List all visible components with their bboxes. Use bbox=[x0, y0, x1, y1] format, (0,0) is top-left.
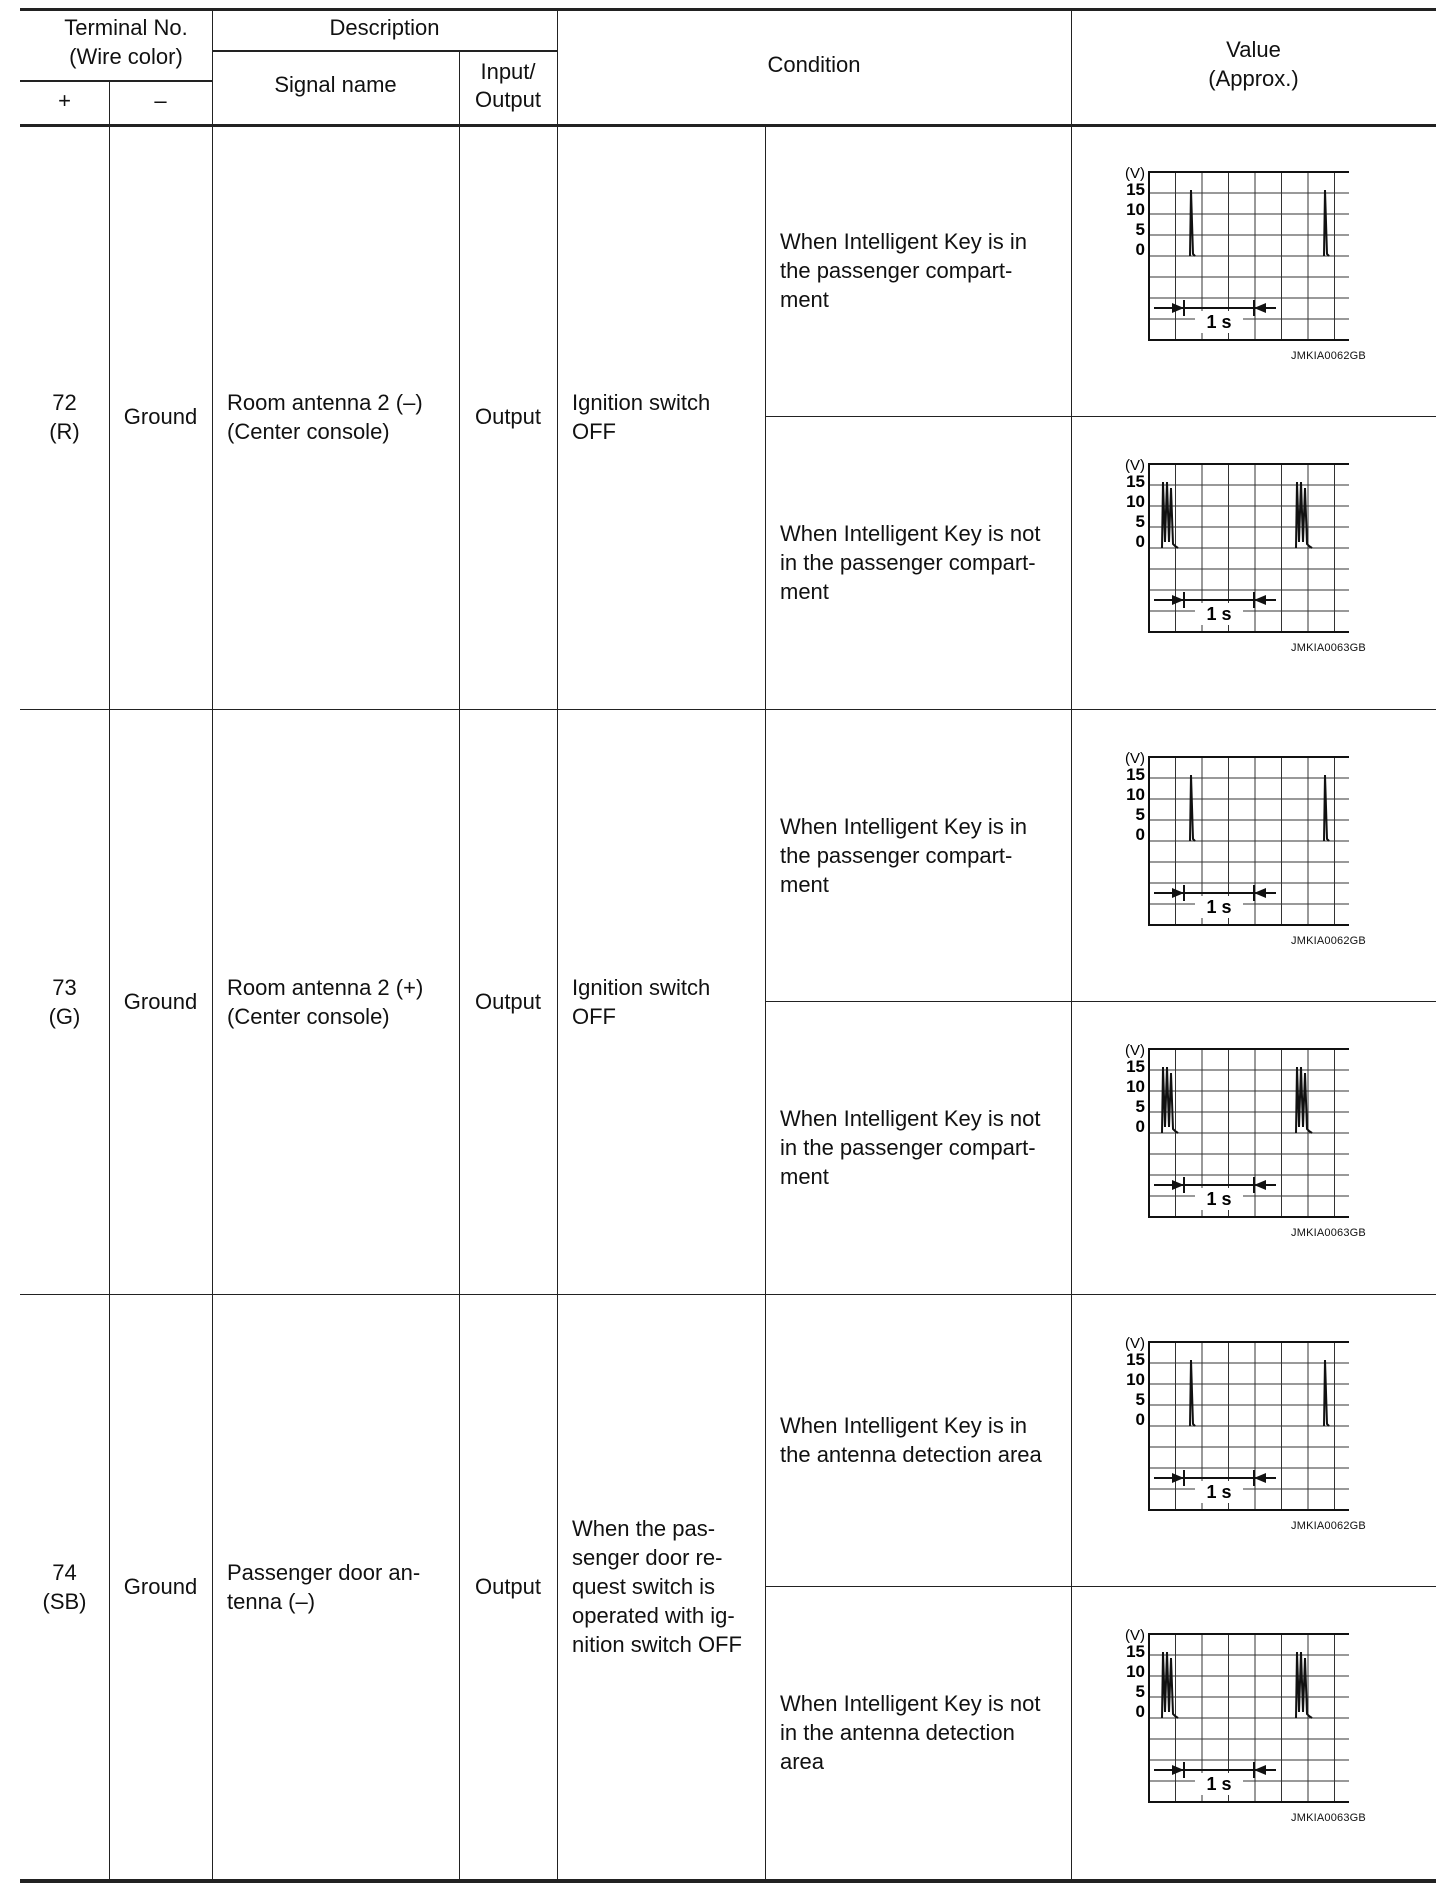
sub-row-rule bbox=[765, 1001, 1436, 1002]
condition-detail-line: area bbox=[780, 1748, 825, 1774]
header-vline bbox=[557, 8, 558, 124]
row-rule bbox=[20, 709, 1436, 710]
ground-terminal-line: Ground bbox=[123, 404, 198, 429]
header-output: Output bbox=[474, 87, 542, 112]
condition-detail bbox=[780, 227, 1065, 314]
header-description: Description bbox=[329, 15, 440, 40]
header-value: Value bbox=[1226, 37, 1281, 62]
waveform-pulse bbox=[1296, 482, 1312, 548]
condition-main bbox=[572, 973, 762, 1031]
row-rule bbox=[20, 1294, 1436, 1295]
axis-tick-label: 0 bbox=[1135, 1410, 1145, 1429]
header-terminal-no: Terminal No. bbox=[64, 15, 188, 40]
terminal-number bbox=[20, 973, 109, 1031]
table-top-rule bbox=[20, 8, 1436, 11]
header-plus: + bbox=[58, 88, 71, 113]
axis-tick-label: 5 bbox=[1135, 1097, 1145, 1116]
axis-tick-label: 5 bbox=[1135, 220, 1145, 239]
condition-detail-line: When Intelligent Key is not bbox=[780, 520, 1041, 546]
condition-detail bbox=[780, 519, 1065, 606]
axis-tick-label: 15 bbox=[1126, 765, 1145, 784]
ground-terminal-line: Ground bbox=[123, 1574, 198, 1599]
header-approx: (Approx.) bbox=[1208, 66, 1299, 91]
ground-terminal bbox=[109, 987, 212, 1016]
axis-tick-label: 10 bbox=[1126, 1077, 1145, 1096]
signal-name bbox=[227, 388, 457, 446]
io-type bbox=[459, 402, 557, 431]
terminal-number bbox=[20, 1558, 109, 1616]
waveform-pulse bbox=[1190, 775, 1195, 841]
time-arrow bbox=[1172, 1180, 1184, 1190]
time-arrow bbox=[1172, 1473, 1184, 1483]
waveform-graph bbox=[1109, 749, 1349, 949]
figure-code: JMKIA0063GB bbox=[1291, 1227, 1366, 1239]
condition-detail-line: ment bbox=[780, 578, 829, 604]
waveform-graph bbox=[1109, 1041, 1349, 1241]
figure-code: JMKIA0062GB bbox=[1291, 935, 1366, 947]
time-scale-label: 1 s bbox=[1206, 897, 1232, 917]
header-signal-name: Signal name bbox=[274, 72, 397, 97]
condition-detail-line: When Intelligent Key is not bbox=[780, 1690, 1041, 1716]
axis-tick-label: 10 bbox=[1126, 200, 1145, 219]
header-desc-rule bbox=[212, 50, 557, 52]
terminal-number-line: (R) bbox=[49, 418, 80, 444]
figure-code: JMKIA0062GB bbox=[1291, 350, 1366, 362]
terminal-number bbox=[20, 388, 109, 446]
table-bottom-rule bbox=[20, 1879, 1436, 1883]
axis-tick-label: 10 bbox=[1126, 492, 1145, 511]
condition-detail-line: ment bbox=[780, 1163, 829, 1189]
time-arrow bbox=[1254, 595, 1266, 605]
axis-unit-label: (V) bbox=[1125, 750, 1145, 767]
io-type bbox=[459, 987, 557, 1016]
time-arrow bbox=[1254, 1765, 1266, 1775]
header-vline bbox=[212, 8, 213, 124]
signal-name-line: Room antenna 2 (+) bbox=[227, 974, 424, 1000]
axis-tick-label: 5 bbox=[1135, 512, 1145, 531]
header-vline bbox=[109, 80, 110, 124]
condition-detail-line: in the antenna detection bbox=[780, 1719, 1015, 1745]
waveform-pulse bbox=[1190, 190, 1195, 256]
condition-main-line: Ignition switch bbox=[572, 974, 711, 1000]
condition-detail-line: the passenger compart- bbox=[780, 257, 1013, 283]
time-arrow bbox=[1254, 1473, 1266, 1483]
waveform-graph bbox=[1109, 164, 1349, 364]
condition-detail-line: When Intelligent Key is in bbox=[780, 813, 1028, 839]
time-arrow bbox=[1172, 888, 1184, 898]
ground-terminal bbox=[109, 1572, 212, 1601]
waveform-pulse bbox=[1296, 1652, 1312, 1718]
terminal-number-line: 74 bbox=[52, 1559, 77, 1585]
condition-main bbox=[572, 1514, 762, 1659]
time-scale-label: 1 s bbox=[1206, 1189, 1232, 1209]
io-type-line: Output bbox=[474, 1574, 542, 1599]
io-type-line: Output bbox=[474, 404, 542, 429]
header-condition: Condition bbox=[767, 52, 861, 77]
time-arrow bbox=[1254, 1180, 1266, 1190]
header-terminal-rule bbox=[20, 80, 212, 82]
header-wire-color: (Wire color) bbox=[69, 44, 183, 69]
header-vline bbox=[459, 50, 460, 124]
signal-name bbox=[227, 973, 457, 1031]
axis-tick-label: 5 bbox=[1135, 1682, 1145, 1701]
condition-main-line: Ignition switch bbox=[572, 389, 711, 415]
condition-detail-line: in the passenger compart- bbox=[780, 1134, 1036, 1160]
axis-tick-label: 0 bbox=[1135, 825, 1145, 844]
waveform-pulse bbox=[1324, 190, 1329, 256]
axis-tick-label: 0 bbox=[1135, 1117, 1145, 1136]
sub-row-rule bbox=[765, 1586, 1436, 1587]
axis-tick-label: 0 bbox=[1135, 532, 1145, 551]
condition-detail-line: the antenna detection area bbox=[780, 1442, 1042, 1467]
axis-tick-label: 10 bbox=[1126, 1662, 1145, 1681]
waveform-graph bbox=[1109, 456, 1349, 656]
waveform-pulse bbox=[1324, 775, 1329, 841]
time-arrow bbox=[1172, 1765, 1184, 1775]
time-arrow bbox=[1172, 595, 1184, 605]
axis-tick-label: 10 bbox=[1126, 785, 1145, 804]
condition-detail bbox=[780, 1104, 1065, 1191]
condition-main-line: quest switch is bbox=[572, 1574, 716, 1599]
figure-code: JMKIA0062GB bbox=[1291, 1520, 1366, 1532]
time-scale-label: 1 s bbox=[1206, 312, 1232, 332]
axis-tick-label: 15 bbox=[1126, 472, 1145, 491]
signal-name-line: (Center console) bbox=[227, 1003, 390, 1029]
condition-detail-line: ment bbox=[780, 286, 829, 312]
ground-terminal-line: Ground bbox=[123, 989, 198, 1014]
header-vline bbox=[1071, 8, 1072, 124]
sub-row-rule bbox=[765, 416, 1436, 417]
time-scale-label: 1 s bbox=[1206, 1482, 1232, 1502]
condition-detail-line: When Intelligent Key is in bbox=[780, 228, 1028, 254]
io-type-line: Output bbox=[474, 989, 542, 1014]
signal-name-line: Passenger door an- bbox=[227, 1559, 421, 1585]
condition-detail-line: When Intelligent Key is not bbox=[780, 1105, 1041, 1131]
condition-detail bbox=[780, 1689, 1065, 1776]
axis-unit-label: (V) bbox=[1125, 1627, 1145, 1644]
axis-tick-label: 15 bbox=[1126, 1350, 1145, 1369]
condition-detail bbox=[780, 812, 1065, 899]
axis-tick-label: 10 bbox=[1126, 1370, 1145, 1389]
condition-detail-line: When Intelligent Key is in bbox=[780, 1413, 1028, 1438]
header-input: Input/ bbox=[480, 59, 536, 84]
condition-main-line: OFF bbox=[572, 418, 616, 444]
time-scale-label: 1 s bbox=[1206, 1774, 1232, 1794]
condition-detail-line: in the passenger compart- bbox=[780, 549, 1036, 575]
axis-tick-label: 5 bbox=[1135, 805, 1145, 824]
axis-unit-label: (V) bbox=[1125, 165, 1145, 182]
waveform-pulse bbox=[1190, 1360, 1195, 1426]
waveform-pulse bbox=[1324, 1360, 1329, 1426]
condition-detail-line: ment bbox=[780, 871, 829, 897]
axis-unit-label: (V) bbox=[1125, 1042, 1145, 1059]
figure-code: JMKIA0063GB bbox=[1291, 642, 1366, 654]
axis-tick-label: 5 bbox=[1135, 1390, 1145, 1409]
axis-tick-label: 15 bbox=[1126, 180, 1145, 199]
condition-main-line: senger door re- bbox=[572, 1545, 723, 1570]
header-minus: – bbox=[154, 88, 167, 113]
axis-tick-label: 0 bbox=[1135, 240, 1145, 259]
condition-main-line: nition switch OFF bbox=[572, 1632, 742, 1657]
condition-detail bbox=[780, 1411, 1065, 1469]
axis-unit-label: (V) bbox=[1125, 457, 1145, 474]
header-bottom-rule bbox=[20, 124, 1436, 127]
time-arrow bbox=[1172, 303, 1184, 313]
terminal-number-line: (SB) bbox=[42, 1588, 87, 1614]
condition-main-line: operated with ig- bbox=[572, 1603, 735, 1628]
condition-main bbox=[572, 388, 762, 446]
io-type bbox=[459, 1572, 557, 1601]
body-vline bbox=[212, 124, 213, 1879]
axis-tick-label: 15 bbox=[1126, 1642, 1145, 1661]
body-vline bbox=[557, 124, 558, 1879]
terminal-number-line: 73 bbox=[52, 974, 77, 1000]
axis-tick-label: 15 bbox=[1126, 1057, 1145, 1076]
figure-code: JMKIA0063GB bbox=[1291, 1812, 1366, 1824]
waveform-graph bbox=[1109, 1334, 1349, 1534]
signal-name bbox=[227, 1558, 457, 1616]
axis-tick-label: 0 bbox=[1135, 1702, 1145, 1721]
ground-terminal bbox=[109, 402, 212, 431]
signal-name-line: (Center console) bbox=[227, 418, 390, 444]
terminal-number-line: 72 bbox=[52, 389, 77, 415]
axis-unit-label: (V) bbox=[1125, 1335, 1145, 1352]
terminal-number-line: (G) bbox=[48, 1003, 81, 1029]
condition-main-line: OFF bbox=[572, 1003, 616, 1029]
signal-name-line: tenna (–) bbox=[227, 1588, 316, 1614]
waveform-pulse bbox=[1296, 1067, 1312, 1133]
condition-main-line: When the pas- bbox=[572, 1516, 716, 1541]
waveform-graph bbox=[1109, 1626, 1349, 1826]
signal-name-line: Room antenna 2 (–) bbox=[227, 389, 423, 415]
condition-detail-line: the passenger compart- bbox=[780, 842, 1013, 868]
time-arrow bbox=[1254, 303, 1266, 313]
time-scale-label: 1 s bbox=[1206, 604, 1232, 624]
time-arrow bbox=[1254, 888, 1266, 898]
